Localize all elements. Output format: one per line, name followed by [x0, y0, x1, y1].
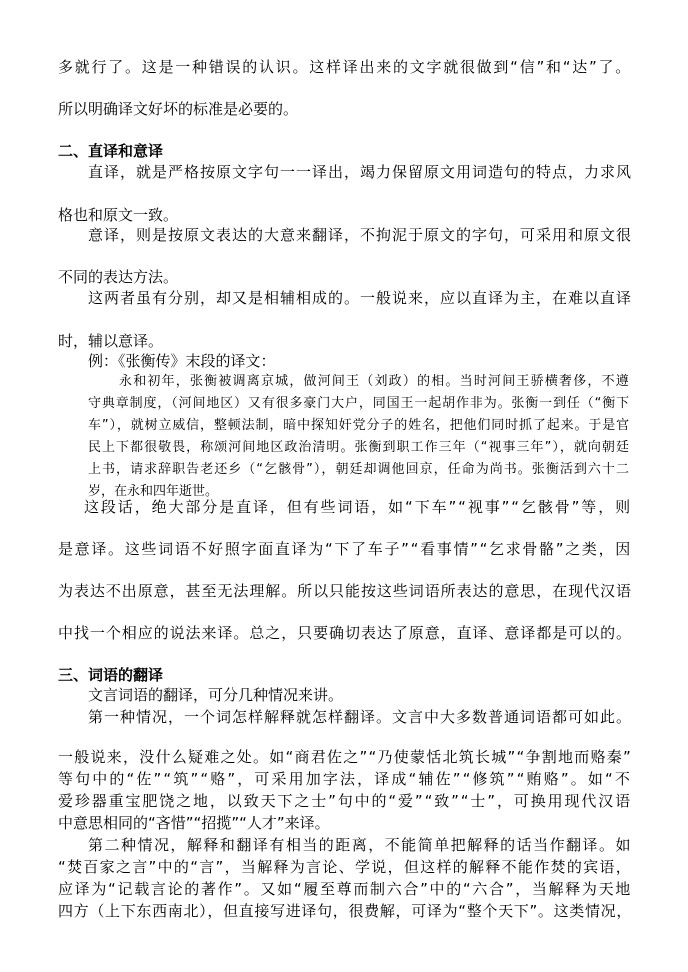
text-line: 多就行了。这是一种错误的认识。这样译出来的文字就很做到“信”和“达”了。: [58, 58, 632, 76]
text-line: 爱珍器重宝肥饶之地，以致天下之士”句中的“爱”“致”“士”，可换用现代汉语: [58, 792, 632, 810]
text-line: 意译，则是按原文表达的大意来翻译，不拘泥于原文的字句，可采用和原文很: [88, 226, 632, 244]
text-line: 时，辅以意译。: [58, 332, 164, 350]
quote-line: 守典章制度，（河间地区）又有很多豪门大户，同国王一起胡作非为。张衡一到任（“衡下: [88, 396, 630, 411]
text-line: 四方（上下东西南北），但直接写进译句，很费解，可译为“整个天下”。这类情况，: [58, 902, 632, 920]
quote-line: 上书，请求辞职告老还乡（“乞骸骨”），朝廷却调他回京，任命为尚书。张衡活到六十二: [88, 462, 630, 477]
text-line: 所以明确译文好坏的标准是必要的。: [58, 100, 299, 118]
text-line: 中意思相同的“吝惜”“招揽”“人才”来译。: [58, 814, 330, 832]
text-line: 格也和原文一致。: [58, 206, 179, 224]
text-line: 第二种情况，解释和翻译有相当的距离，不能简单把解释的话当作翻译。如: [88, 836, 632, 854]
quote-line: 永和初年，张衡被调离京城，做河间王（刘政）的相。当时河间王骄横奢侈，不遵: [119, 374, 630, 389]
quote-line: 民上下都很敬畏，称颂河间地区政治清明。张衡到职工作三年（“视事三年”），就向朝廷: [88, 440, 630, 455]
text-line: 这段话，绝大部分是直译，但有些词语，如“下车”“视事”“乞骸骨”等，则: [84, 498, 632, 516]
text-line: 第一种情况，一个词怎样解释就怎样翻译。文言中大多数普通词语都可如此。: [88, 708, 632, 726]
text-line: 文言词语的翻译，可分几种情况来讲。: [88, 686, 344, 704]
text-line: 例：《张衡传》末段的译文：: [88, 352, 276, 370]
text-line: 是意译。这些词语不好照字面直译为“下了车子”“看事情”“乞求骨骼”之类，因: [58, 540, 632, 558]
section-heading: 三、词语的翻译: [58, 666, 164, 684]
text-line: 直译，就是严格按原文字句一一译出，竭力保留原文用词造句的特点，力求风: [88, 163, 632, 181]
text-line: 为表达不出原意，甚至无法理解。所以只能按这些词语所表达的意思，在现代汉语: [58, 582, 632, 600]
text-line: “焚百家之言”中的“言”，当解释为言论、学说，但这样的解释不能作焚的宾语，: [58, 858, 632, 876]
text-line: 一般说来，没什么疑难之处。如“商君佐之”“乃使蒙恬北筑长城”“争割地而赂秦”: [58, 748, 632, 766]
section-heading: 二、直译和意译: [58, 142, 164, 160]
text-line: 中找一个相应的说法来译。总之，只要确切表达了原意，直译、意译都是可以的。: [58, 624, 632, 642]
quote-line: 车”），就树立威信，整顿法制，暗中探知奸党分子的姓名，把他们同时抓了起来。于是官: [88, 418, 630, 433]
text-line: 不同的表达方法。: [58, 268, 179, 286]
quote-line: 岁，在永和四年逝世。: [88, 484, 219, 499]
text-line: 等句中的“佐”“筑”“赂”，可采用加字法，译成“辅佐”“修筑”“贿赂”。如“不: [58, 770, 632, 788]
text-line: 这两者虽有分别，却又是相辅相成的。一般说来，应以直译为主，在难以直译: [88, 289, 632, 307]
text-line: 应译为“记载言论的著作”。又如“履至尊而制六合”中的“六合”，当解释为天地: [58, 880, 632, 898]
